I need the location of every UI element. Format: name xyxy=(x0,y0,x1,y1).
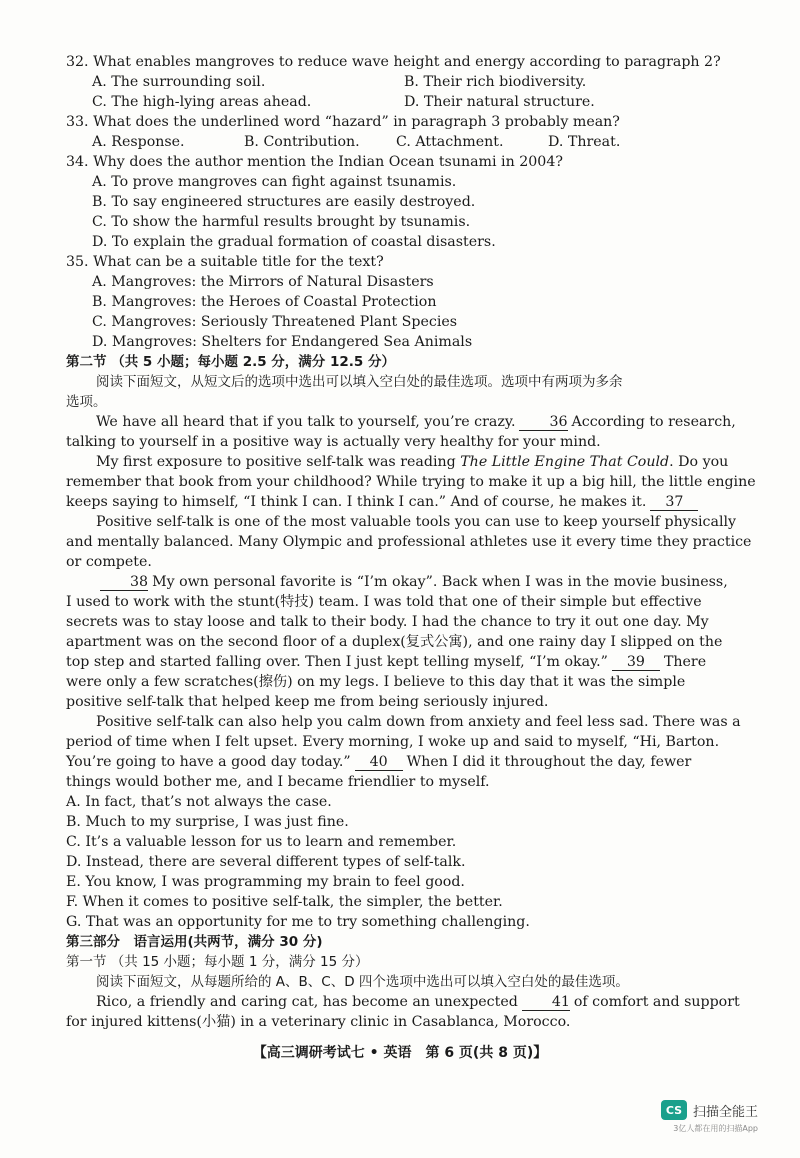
option-a: A. In fact, that’s not always the case. xyxy=(66,794,332,810)
blank-40[interactable]: 40 xyxy=(355,754,403,771)
text-span: Rico, a friendly and caring cat, has become an unexpected xyxy=(96,994,518,1010)
book-title: The Little Engine That Could xyxy=(460,454,670,470)
passage-paragraph-3: Positive self-talk is one of the most valuable tools you can use to keep yourself physically xyxy=(96,514,737,530)
scanner-watermark xyxy=(661,1100,758,1134)
brand-tagline: 3亿人都在用的扫描App xyxy=(673,1124,758,1133)
passage-paragraph-1-cont: talking to yourself in a positive way is actually very healthy for your mind. xyxy=(66,434,601,450)
exam-page xyxy=(66,52,756,1032)
page-footer: 【高三调研考试七 • 英语 第 6 页(共 8 页)】 xyxy=(252,1045,548,1061)
option-f: F. When it comes to positive self-talk, the simpler, the better. xyxy=(66,894,503,910)
passage-paragraph-4-line5 xyxy=(66,652,746,672)
q35-option-c: C. Mangroves: Seriously Threatened Plant Species xyxy=(92,314,458,330)
passage-paragraph-1 xyxy=(66,412,746,432)
question-32: 32. What enables mangroves to reduce wave height and energy according to paragraph 2? xyxy=(66,54,721,70)
q33-option-c: C. Attachment. xyxy=(396,134,504,150)
q32-option-d: D. Their natural structure. xyxy=(404,94,595,110)
part3-instruction: 阅读下面短文，从每题所给的 A、B、C、D 四个选项中选出可以填入空白处的最佳选项。 xyxy=(96,974,629,990)
q35-option-a: A. Mangroves: the Mirrors of Natural Disasters xyxy=(92,274,434,290)
passage-paragraph-5-line2: period of time when I felt upset. Every morning, I woke up and said to myself, “Hi, Barton. xyxy=(66,734,720,750)
brand-name: 扫描全能王 xyxy=(692,1104,758,1120)
part3-section1-heading: 第一节 （共 15 小题；每小题 1 分，满分 15 分） xyxy=(66,954,369,970)
blank-39[interactable]: 39 xyxy=(612,654,660,671)
question-33: 33. What does the underlined word “hazard” in paragraph 3 probably mean? xyxy=(66,114,620,130)
reading-paragraph-1 xyxy=(66,992,746,1012)
text-span: We have all heard that if you talk to yourself, you’re crazy. xyxy=(96,414,516,430)
section2-instruction-cont: 选项。 xyxy=(66,394,107,410)
part3-heading: 第三部分 语言运用(共两节，满分 30 分) xyxy=(66,934,323,950)
q33-option-a: A. Response. xyxy=(92,134,185,150)
blank-36[interactable]: 36 xyxy=(519,414,567,431)
option-e: E. You know, I was programming my brain to feel good. xyxy=(66,874,465,890)
passage-paragraph-3-line2: and mentally balanced. Many Olympic and professional athletes use it every time they practice xyxy=(66,534,752,550)
passage-paragraph-2 xyxy=(66,452,746,472)
q34-option-a: A. To prove mangroves can fight against tsunamis. xyxy=(92,174,457,190)
q34-option-d: D. To explain the gradual formation of coastal disasters. xyxy=(92,234,496,250)
passage-paragraph-2-line2: remember that book from your childhood? While trying to make it up a big hill, the little engine xyxy=(66,474,756,490)
q35-option-b: B. Mangroves: the Heroes of Coastal Protection xyxy=(92,294,437,310)
text-span: There xyxy=(663,654,707,670)
passage-paragraph-5: Positive self-talk can also help you calm down from anxiety and feel less sad. There was a xyxy=(96,714,741,730)
passage-paragraph-4-line2: I used to work with the stunt(特技) team. I was told that one of their simple but effective xyxy=(66,594,702,610)
text-span: You’re going to have a good day today.” xyxy=(66,754,351,770)
passage-paragraph-5-line4: things would bother me, and I became friendlier to myself. xyxy=(66,774,490,790)
option-b: B. Much to my surprise, I was just fine. xyxy=(66,814,349,830)
brand-row xyxy=(661,1100,758,1120)
passage-paragraph-4-line3: secrets was to stay loose and talk to their body. I had the chance to try it out one day. My xyxy=(66,614,709,630)
q32-option-a: A. The surrounding soil. xyxy=(92,74,266,90)
text-span: top step and started falling over. Then I just kept telling myself, “I’m okay.” xyxy=(66,654,608,670)
question-35: 35. What can be a suitable title for the text? xyxy=(66,254,384,270)
q32-option-c: C. The high-lying areas ahead. xyxy=(92,94,312,110)
q33-options xyxy=(66,132,746,152)
text-span: When I did it throughout the day, fewer xyxy=(406,754,692,770)
q32-options-row2 xyxy=(66,92,746,112)
section2-heading: 第二节 （共 5 小题；每小题 2.5 分，满分 12.5 分） xyxy=(66,354,396,370)
passage-paragraph-4-line7: positive self-talk that helped keep me from being seriously injured. xyxy=(66,694,549,710)
text-span: . Do you xyxy=(669,454,729,470)
option-g: G. That was an opportunity for me to try something challenging. xyxy=(66,914,530,930)
q33-option-b: B. Contribution. xyxy=(244,134,360,150)
q33-option-d: D. Threat. xyxy=(548,134,621,150)
camscanner-logo-icon: CS xyxy=(661,1100,687,1120)
q32-options-row1 xyxy=(66,72,746,92)
text-span: My first exposure to positive self-talk was reading xyxy=(96,454,456,470)
reading-paragraph-1-line2: for injured kittens(小猫) in a veterinary clinic in Casablanca, Morocco. xyxy=(66,1014,571,1030)
passage-paragraph-4 xyxy=(66,572,746,592)
passage-paragraph-5-line3 xyxy=(66,752,746,772)
option-d: D. Instead, there are several different types of self-talk. xyxy=(66,854,466,870)
option-c: C. It’s a valuable lesson for us to learn and remember. xyxy=(66,834,457,850)
passage-paragraph-4-line4: apartment was on the second floor of a duplex(复式公寓), and one rainy day I slipped on the xyxy=(66,634,723,650)
q34-option-c: C. To show the harmful results brought by tsunamis. xyxy=(92,214,471,230)
text-span: My own personal favorite is “I’m okay”. Back when I was in the movie business, xyxy=(152,574,728,590)
blank-38[interactable]: 38 xyxy=(100,574,148,591)
text-span: keeps saying to himself, “I think I can. I think I can.” And of course, he makes it. xyxy=(66,494,647,510)
passage-paragraph-2-line3 xyxy=(66,492,746,512)
passage-paragraph-4-line6: were only a few scratches(擦伤) on my legs. I believe to this day that it was the simple xyxy=(66,674,686,690)
text-span: According to research, xyxy=(571,414,736,430)
q35-option-d: D. Mangroves: Shelters for Endangered Sea Animals xyxy=(92,334,473,350)
blank-41[interactable]: 41 xyxy=(522,994,570,1011)
question-34: 34. Why does the author mention the Indian Ocean tsunami in 2004? xyxy=(66,154,563,170)
q32-option-b: B. Their rich biodiversity. xyxy=(404,74,587,90)
text-span: of comfort and support xyxy=(573,994,740,1010)
passage-paragraph-3-line3: or compete. xyxy=(66,554,152,570)
q34-option-b: B. To say engineered structures are easily destroyed. xyxy=(92,194,476,210)
section2-instruction: 阅读下面短文，从短文后的选项中选出可以填入空白处的最佳选项。选项中有两项为多余 xyxy=(96,374,623,390)
blank-37[interactable]: 37 xyxy=(650,494,698,511)
